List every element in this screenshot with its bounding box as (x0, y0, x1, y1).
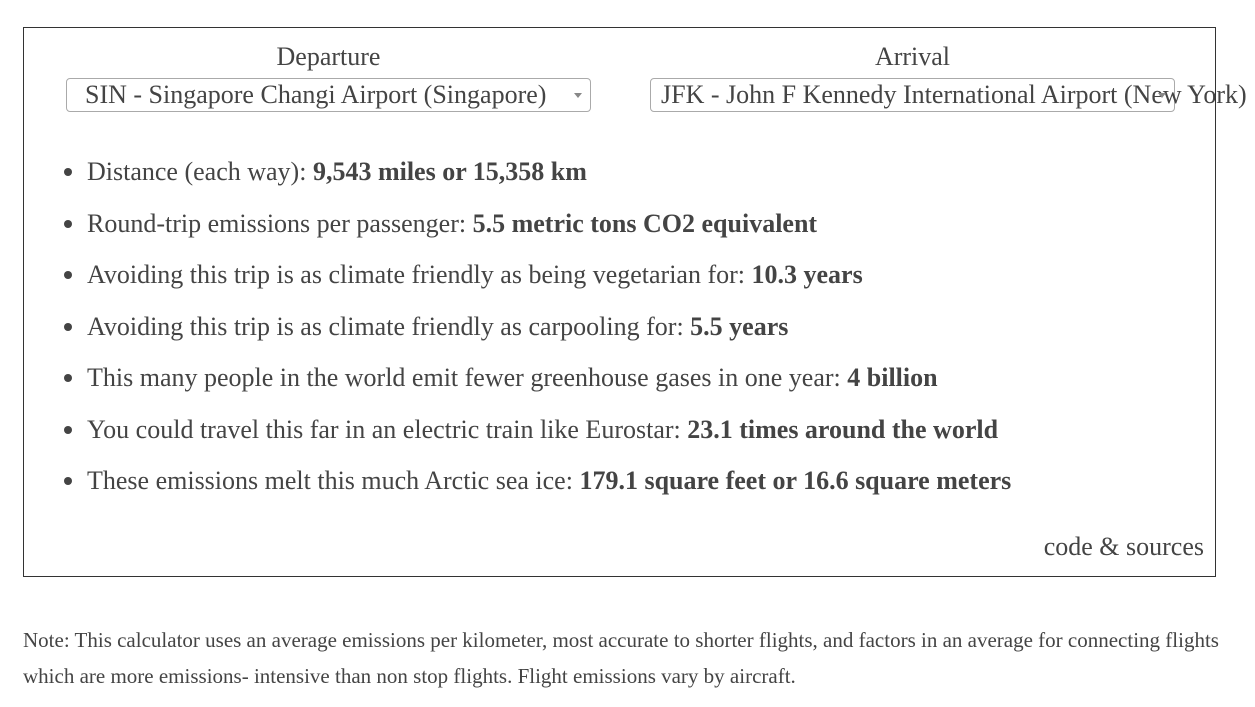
bullet-icon (64, 374, 72, 382)
stat-label: Avoiding this trip is as climate friendly as being vegetarian for: (87, 260, 752, 289)
stat-label: You could travel this far in an electric train like Eurostar: (87, 414, 688, 444)
departure-selected-value: SIN - Singapore Changi Airport (Singapore) (85, 80, 547, 109)
stat-label: Distance (each way): (87, 157, 313, 186)
bullet-icon (64, 323, 72, 331)
stat-value: 10.3 years (751, 260, 863, 289)
bullet-icon (64, 426, 72, 434)
footnote: Note: This calculator uses an average emissions per kilometer, most accurate to shorter flights, and factors in an average for connecting flights which are more emissions- intensive than non stop flights. Flight emissions vary by aircraft. (23, 628, 1219, 688)
stat-value: 179.1 square feet or 16.6 square meters (579, 466, 1012, 495)
bullet-icon (64, 168, 72, 176)
stat-vegetarian (24, 258, 1011, 310)
stat-value: 5.5 metric tons CO2 equivalent (472, 208, 818, 238)
chevron-down-icon (1158, 93, 1166, 98)
bullet-icon (64, 271, 72, 279)
departure-select[interactable] (66, 78, 591, 112)
stat-sea-ice (24, 464, 1011, 516)
arrival-select[interactable] (650, 78, 1247, 112)
stat-emissions (24, 207, 1011, 259)
stat-label: These emissions melt this much Arctic sea ice: (87, 466, 580, 495)
stat-people (24, 361, 1011, 413)
code-sources-link[interactable]: code & sources (1043, 532, 1204, 561)
arrival-column (650, 40, 1247, 112)
departure-label: Departure (276, 42, 381, 71)
emissions-stats-list (24, 155, 1011, 516)
stat-carpooling (24, 310, 1011, 362)
bullet-icon (64, 220, 72, 228)
stat-label: Round-trip emissions per passenger: (87, 208, 473, 238)
stat-value: 23.1 times around the world (687, 414, 999, 444)
stat-value: 4 billion (847, 363, 938, 392)
arrival-label: Arrival (874, 42, 951, 71)
stat-train (24, 413, 1011, 465)
stat-label: This many people in the world emit fewer greenhouse gases in one year: (87, 363, 848, 392)
stat-distance (24, 155, 1011, 207)
stat-label: Avoiding this trip is as climate friendly as carpooling for: (87, 311, 691, 341)
flight-calculator (23, 27, 1247, 577)
bullet-icon (64, 477, 72, 485)
chevron-down-icon (574, 93, 582, 98)
stat-value: 5.5 years (690, 311, 789, 341)
stat-value: 9,543 miles or 15,358 km (312, 157, 587, 186)
arrival-selected-value: JFK - John F Kennedy International Airport (New York) (661, 80, 1247, 109)
departure-column (66, 40, 591, 112)
